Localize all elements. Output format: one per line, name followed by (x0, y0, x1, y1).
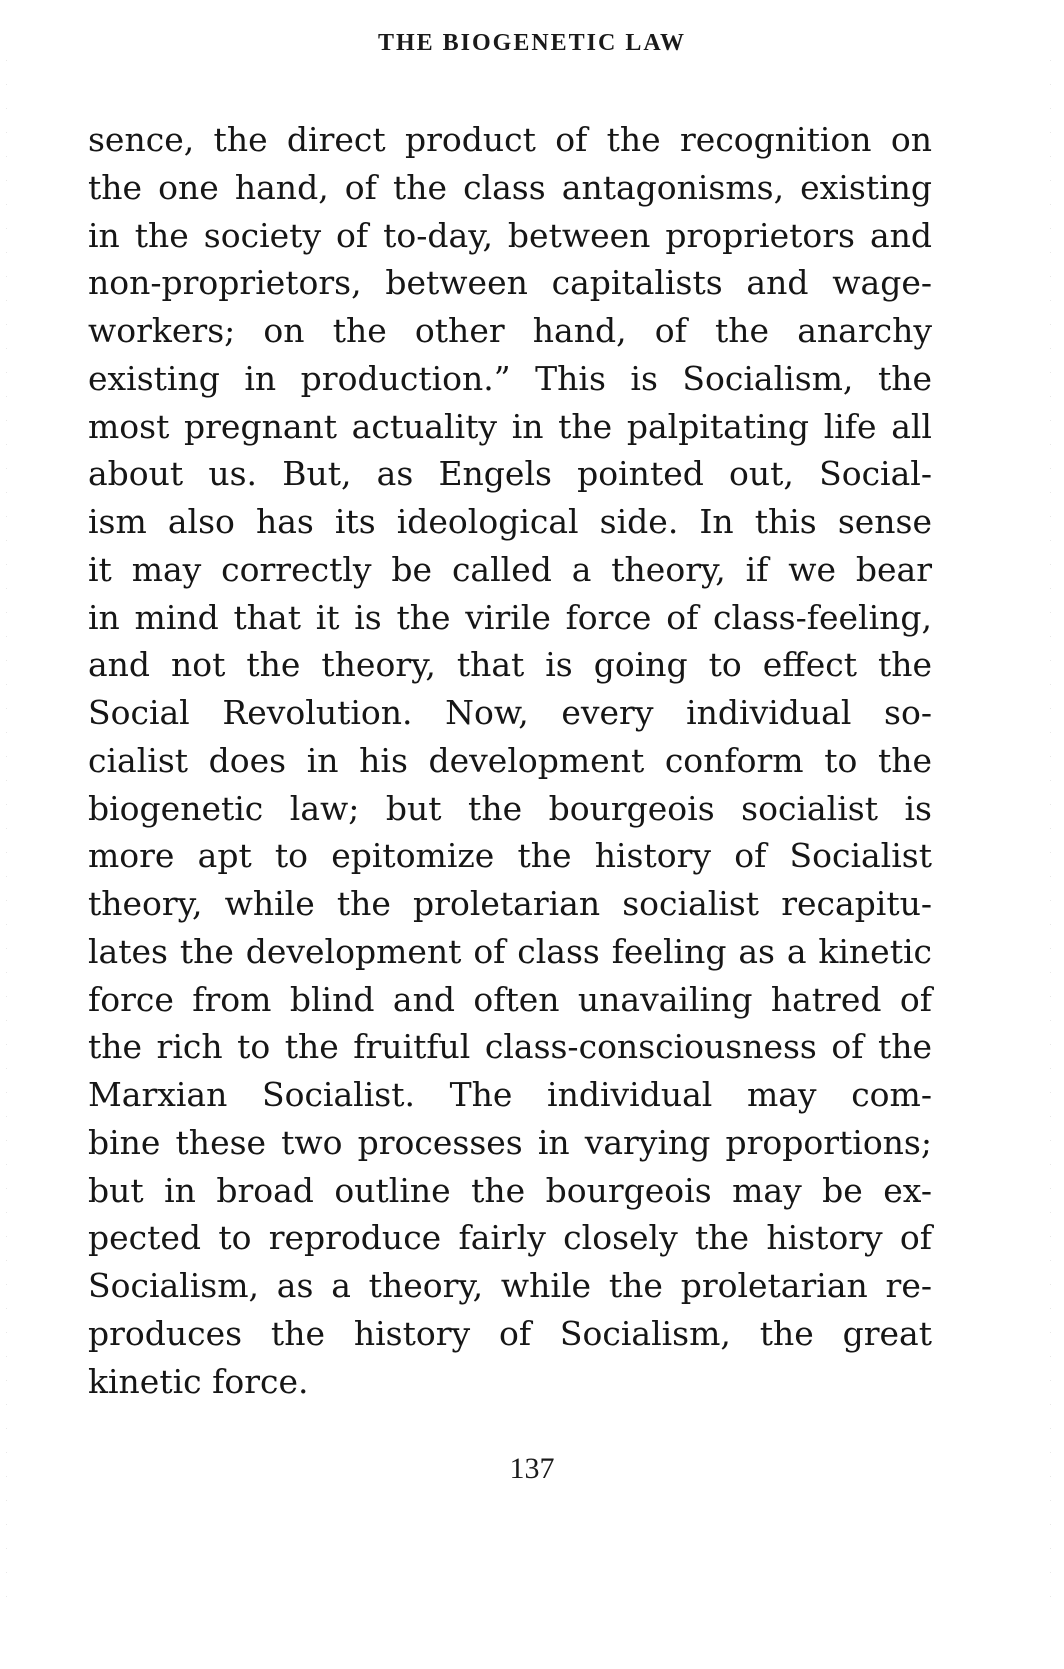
text-line: existing in production.” This is Socialism, the (88, 358, 932, 398)
text-line: force from blind and often unavailing hatred of (88, 979, 932, 1019)
text-line: non-proprietors, between capitalists and wage- (88, 263, 932, 303)
text-line: in mind that it is the virile force of class-feeling, (88, 597, 932, 637)
text-line: workers; on the other hand, of the anarchy (88, 311, 932, 350)
text-line: and not the theory, that is going to effect the (88, 645, 932, 685)
text-line: more apt to epitomize the history of Socialist (88, 836, 932, 876)
text-line: the one hand, of the class antagonisms, existing (88, 167, 932, 207)
text-line: theory, while the proletarian socialist recapitu- (88, 884, 932, 923)
text-line: bine these two processes in varying proportions; (88, 1122, 932, 1162)
text-line: Social Revolution. Now, every individual so- (88, 693, 932, 732)
text-line: lates the development of class feeling as a kinetic (88, 931, 932, 971)
text-line: but in broad outline the bourgeois may be ex- (88, 1170, 932, 1210)
text-line: most pregnant actuality in the palpitating life all (88, 406, 932, 446)
text-line: biogenetic law; but the bourgeois socialist is (88, 788, 932, 828)
running-head: THE BIOGENETIC LAW (377, 30, 687, 56)
text-line: kinetic force. (88, 1361, 309, 1401)
text-line: Marxian Socialist. The individual may com- (88, 1075, 932, 1114)
text-line: about us. But, as Engels pointed out, Social- (88, 454, 932, 494)
text-line: Socialism, as a theory, while the proletarian re- (88, 1266, 932, 1305)
body-paragraph (88, 116, 932, 1405)
text-line: ism also has its ideological side. In this sense (88, 502, 932, 541)
text-line: the rich to the fruitful class-consciousness of the (88, 1027, 932, 1067)
page-number: 137 (509, 1452, 555, 1485)
text-line: it may correctly be called a theory, if we bear (88, 549, 932, 589)
text-line: sence, the direct product of the recognition on (88, 120, 932, 159)
text-line: pected to reproduce fairly closely the history of (88, 1218, 932, 1258)
text-line: cialist does in his development conform to the (88, 740, 932, 780)
text-line: in the society of to-day, between proprietors and (88, 215, 932, 255)
page-edge-speckle (1050, 60, 1051, 1620)
page-edge-speckle (6, 60, 7, 1620)
text-line: produces the history of Socialism, the great (88, 1313, 932, 1353)
